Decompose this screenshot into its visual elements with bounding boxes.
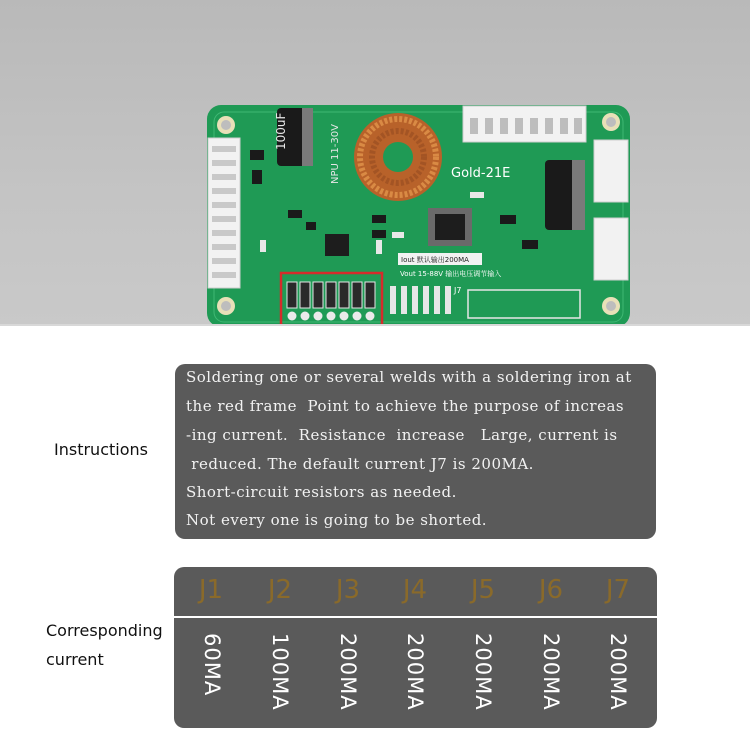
toroid-inductor [354,113,442,201]
instruction-line: Short-circuit resistors as needed. [186,483,457,501]
svg-text:J7: J7 [454,286,462,295]
led-driver-board-illustration [0,0,750,326]
corresponding-current-label-line1: Corresponding [46,621,163,640]
table-header-j4: J4 [402,575,428,605]
right-connector-bottom [594,218,628,280]
table-value-j4: 200MA [403,633,427,711]
svg-text:100uF: 100uF [274,112,288,150]
table-value-j6: 200MA [539,633,563,711]
table-header-j1: J1 [198,575,224,605]
table-value-j1: 60MA [200,633,224,697]
table-header-j7: J7 [605,575,631,605]
svg-text:Iout 默认输出200MA: Iout 默认输出200MA [401,256,469,264]
svg-text:Vout 15-88V 输出电压调节输入: Vout 15-88V 输出电压调节输入 [400,270,502,278]
control-ic [325,234,349,256]
table-value-j5: 200MA [471,633,495,711]
instruction-line: Soldering one or several welds with a soldering iron at [186,368,632,386]
table-header-j3: J3 [335,575,361,605]
table-value-j2: 100MA [268,633,292,711]
svg-text:Gold-21E: Gold-21E [451,166,511,181]
table-header-j2: J2 [267,575,293,605]
instructions-label: Instructions [54,440,148,459]
right-connector-top [594,140,628,202]
svg-text:NPU 11-30V: NPU 11-30V [330,124,341,184]
instruction-line: the red frame Point to achieve the purpose of increas [186,397,625,415]
table-header-j5: J5 [470,575,496,605]
table-value-j3: 200MA [336,633,360,711]
table-value-j7: 200MA [606,633,630,711]
instruction-line: reduced. The default current J7 is 200MA. [186,455,534,473]
corresponding-current-label-line2: current [46,650,104,669]
product-photo [0,0,750,326]
corresponding-current-label [46,616,163,674]
instructions-box [175,364,656,539]
instruction-line: -ing current. Resistance increase Large, current is [186,426,618,444]
table-header-j6: J6 [538,575,564,605]
instruction-line: Not every one is going to be shorted. [186,511,488,529]
current-table [174,567,657,728]
table-divider [174,616,657,618]
